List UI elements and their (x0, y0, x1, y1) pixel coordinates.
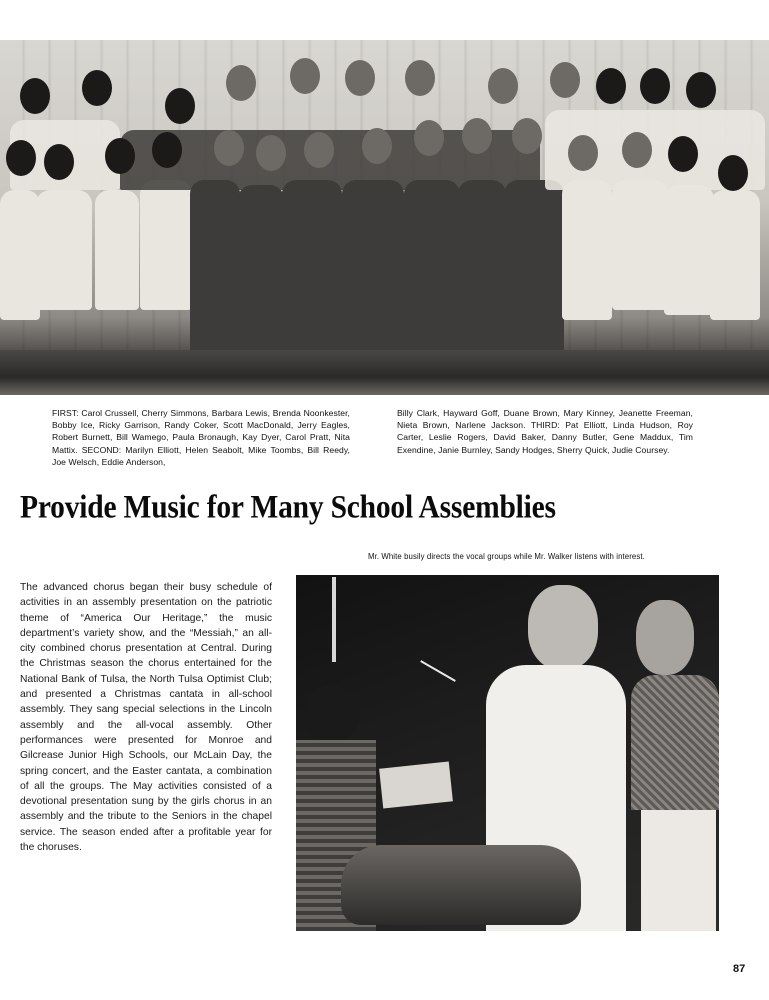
student-head (304, 685, 359, 745)
figure (95, 190, 139, 310)
conductor-head (528, 585, 598, 670)
face (686, 72, 716, 108)
article-body: The advanced chorus began their busy schedule of activities in an assembly presentation on the patriotic theme of “America Our Heritage,” the music department’s variety show, and the “Messiah,” an all-city combined chorus presentation at Central. During the Christmas season the chorus entertained for the National Bank of Tulsa, the North Tulsa Optimist Club; and presented a Christmas cantata in all-school assembly. They sang special selections in the Lincoln assembly and the all-vocal assembly. Other performances were presented for Monroe and Gilcrease Junior High Schools, our McLain Day, the spring concert, and the Easter cantata, a combination of all the groups. The May activities consisted of a devotional presentation sung by the girls chorus in an assembly and the tribute to the Seniors in the chapel service. The season ended after a profitable year for the choruses. (20, 582, 272, 854)
face (214, 130, 244, 166)
figure (0, 190, 40, 320)
sheet-music (379, 761, 453, 808)
figure (664, 185, 714, 315)
face (20, 78, 50, 114)
figure (36, 190, 92, 310)
face (105, 138, 135, 174)
face (405, 60, 435, 96)
stand-pole (332, 577, 336, 662)
face (6, 140, 36, 176)
bag (341, 845, 581, 925)
caption-column-1: FIRST: Carol Crussell, Cherry Simmons, Barbara Lewis, Brenda Noonkester, Bobby Ice, Ricky Garrison, Randy Coker, Scott MacDonald, Jerry Eagles, Robert Burnett, Bill Wamego, Paula Bronaugh, Kay Dyer, Carol Pratt, Nita Mattix. SECOND: Marilyn Elliott, Helen Seabolt, Mike Toombs, Bill Reedy, Joe Welsch, Eddie Anderson, (52, 408, 350, 467)
face (622, 132, 652, 168)
face (512, 118, 542, 154)
group-photo (0, 40, 769, 395)
figure (710, 190, 760, 320)
face (152, 132, 182, 168)
figure (140, 180, 192, 310)
face (362, 128, 392, 164)
face (488, 68, 518, 104)
face (165, 88, 195, 124)
face (414, 120, 444, 156)
face (640, 68, 670, 104)
face (304, 132, 334, 168)
figure (612, 180, 668, 310)
listener-pants (641, 810, 716, 931)
director-photo (296, 575, 719, 931)
face (668, 136, 698, 172)
face (596, 68, 626, 104)
face (718, 155, 748, 191)
director-photo-caption: Mr. White busily directs the vocal groups while Mr. Walker listens with interest. (368, 552, 645, 561)
face (290, 58, 320, 94)
face (550, 62, 580, 98)
baton (420, 660, 456, 682)
face (462, 118, 492, 154)
listener-shirt (631, 675, 719, 810)
face (256, 135, 286, 171)
face (44, 144, 74, 180)
risers (0, 350, 769, 395)
caption-column-2: Billy Clark, Hayward Goff, Duane Brown, Mary Kinney, Jeanette Freeman, Nieta Brown, Narlene Jackson. THIRD: Pat Elliott, Linda Hudson, Roy Carter, Leslie Rogers, David Baker, Danny Butler, Gene Maddux, Tim Exendine, Janie Burnley, Sandy Hodges, Sherry Quick, Judie Coursey. (397, 408, 693, 455)
listener-head (636, 600, 694, 675)
face (568, 135, 598, 171)
page-number: 87 (733, 963, 746, 975)
figure (562, 180, 612, 320)
headline: Provide Music for Many School Assemblies (20, 490, 556, 526)
face (226, 65, 256, 101)
face (82, 70, 112, 106)
face (345, 60, 375, 96)
